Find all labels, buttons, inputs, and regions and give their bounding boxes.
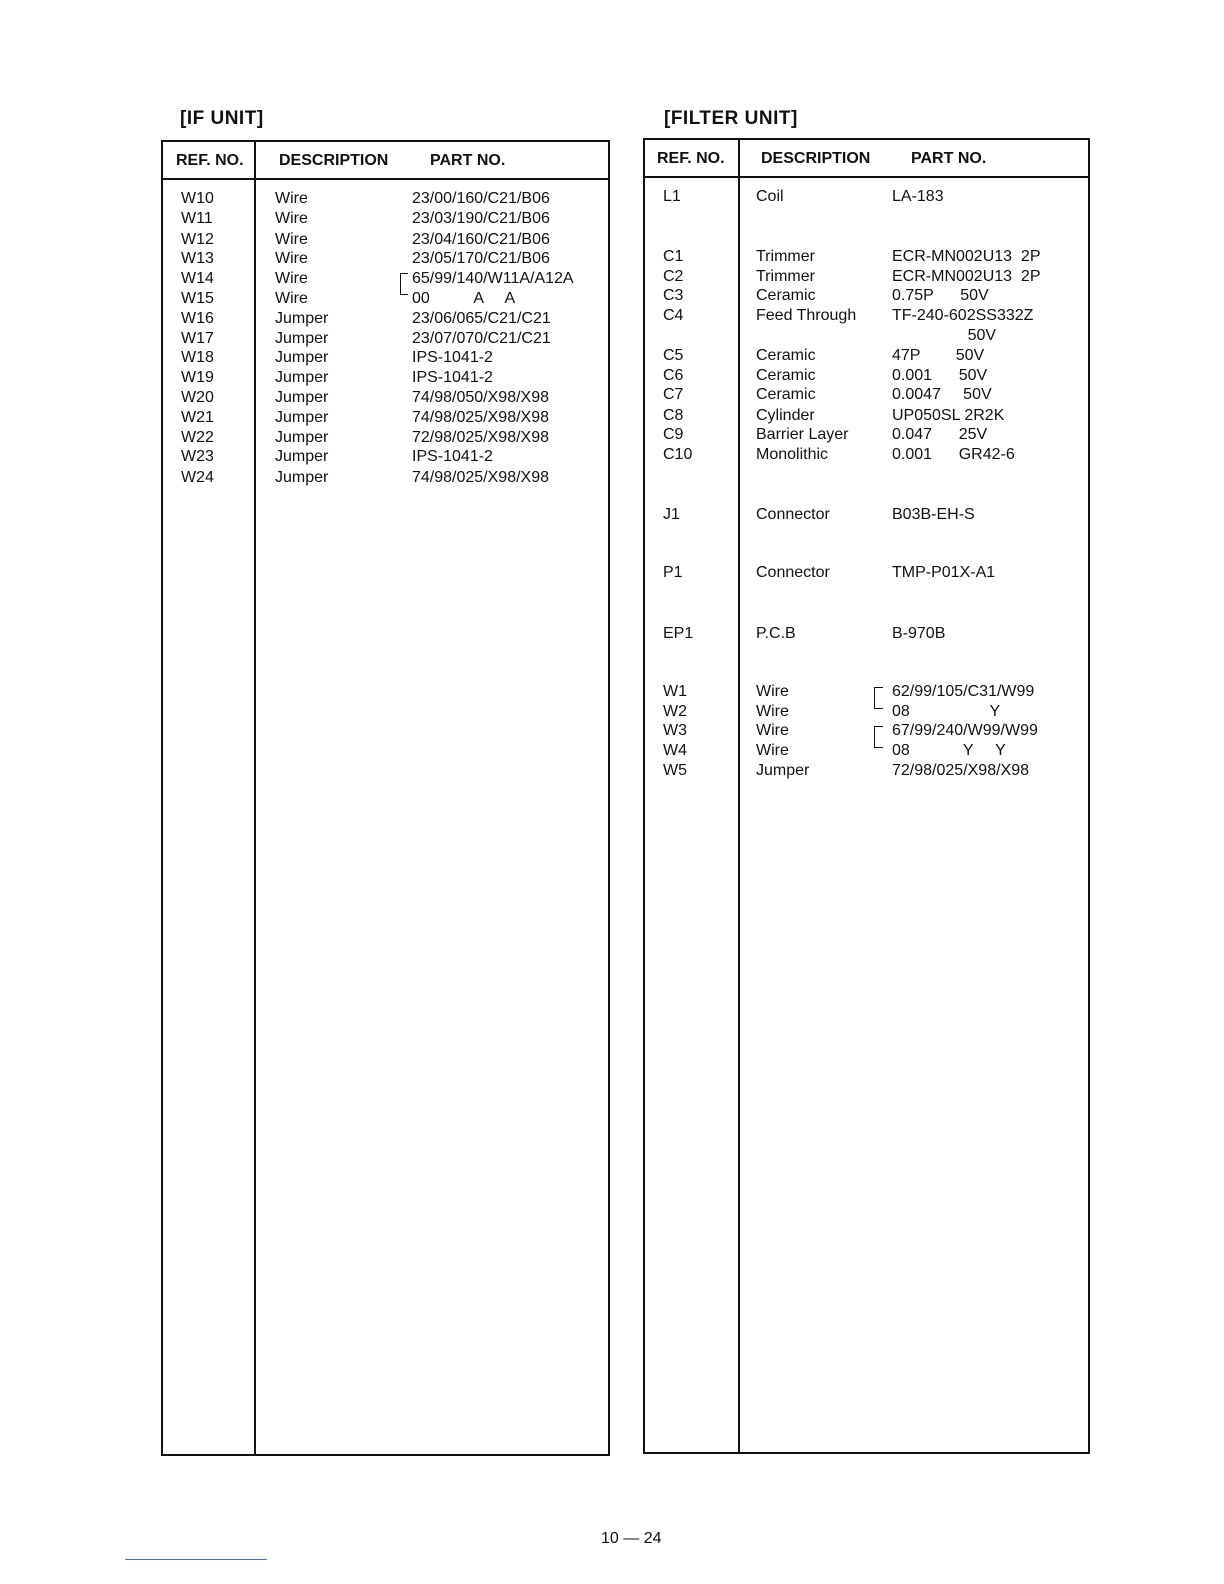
- if-table-row: [163, 310, 608, 330]
- filter-table-row: [645, 287, 1088, 307]
- if-unit-table-header: [163, 142, 608, 180]
- filter-table-row: [645, 367, 1088, 387]
- if-unit-title: [IF UNIT]: [180, 108, 264, 129]
- filter-cell-part: ECR-MN002U13 2P: [892, 248, 1041, 265]
- if-cell-ref: W17: [181, 330, 214, 347]
- filter-cell-desc: Ceramic: [756, 386, 816, 403]
- if-cell-ref: W10: [181, 190, 214, 207]
- filter-unit-table-header: [645, 140, 1088, 178]
- filter-cell-desc: Connector: [756, 506, 830, 523]
- if-cell-part: IPS-1041-2: [412, 369, 493, 386]
- if-cell-part: 72/98/025/X98/X98: [412, 429, 550, 446]
- filter-table-row: [645, 248, 1088, 268]
- if-table-row: [163, 330, 608, 350]
- if-header-ref: REF. NO.: [176, 152, 244, 169]
- if-cell-desc: Wire: [275, 190, 308, 207]
- filter-table-row: [645, 722, 1088, 742]
- if-table-row: [163, 270, 608, 290]
- if-cell-desc: Jumper: [275, 469, 329, 486]
- filter-unit-table: [643, 138, 1090, 1454]
- if-cell-ref: W24: [181, 469, 214, 486]
- filter-cell-desc: Monolithic: [756, 446, 829, 463]
- filter-cell-part: 72/98/025/X98/X98: [892, 762, 1030, 779]
- if-cell-part: 74/98/025/X98/X98: [412, 469, 550, 486]
- filter-cell-desc: Wire: [756, 703, 789, 720]
- filter-cell-part: 0.047 25V: [892, 426, 988, 443]
- filter-cell-part: 08 Y Y: [892, 742, 1006, 759]
- filter-cell-part: 50V: [892, 327, 997, 344]
- filter-cell-ref: EP1: [663, 625, 694, 642]
- filter-table-row: [645, 564, 1088, 584]
- if-cell-desc: Jumper: [275, 409, 329, 426]
- filter-header-part: PART NO.: [911, 150, 987, 167]
- filter-cell-ref: C10: [663, 446, 693, 463]
- filter-cell-desc: Trimmer: [756, 248, 815, 265]
- filter-unit-title: [FILTER UNIT]: [664, 108, 798, 129]
- if-cell-ref: W14: [181, 270, 214, 287]
- filter-cell-desc: Ceramic: [756, 347, 816, 364]
- filter-cell-ref: W2: [663, 703, 687, 720]
- filter-cell-ref: C3: [663, 287, 684, 304]
- filter-cell-part: 67/99/240/W99/W99: [892, 722, 1038, 739]
- if-cell-desc: Jumper: [275, 310, 329, 327]
- if-cell-part: 00 A A: [412, 290, 516, 307]
- if-cell-desc: Wire: [275, 231, 308, 248]
- link-underline: [125, 1559, 267, 1560]
- if-cell-part: 23/07/070/C21/C21: [412, 330, 551, 347]
- if-cell-desc: Jumper: [275, 349, 329, 366]
- if-table-row: [163, 409, 608, 429]
- filter-cell-ref: W4: [663, 742, 687, 759]
- filter-cell-ref: C8: [663, 407, 684, 424]
- if-cell-ref: W18: [181, 349, 214, 366]
- filter-cell-part: 08 Y: [892, 703, 1001, 720]
- filter-cell-desc: Trimmer: [756, 268, 815, 285]
- if-cell-ref: W15: [181, 290, 214, 307]
- filter-cell-part: 0.001 50V: [892, 367, 988, 384]
- if-cell-part: IPS-1041-2: [412, 448, 493, 465]
- if-table-row: [163, 210, 608, 230]
- filter-cell-desc: Wire: [756, 722, 789, 739]
- if-cell-ref: W22: [181, 429, 214, 446]
- if-cell-desc: Jumper: [275, 448, 329, 465]
- filter-table-row: [645, 742, 1088, 762]
- if-cell-ref: W13: [181, 250, 214, 267]
- if-header-part: PART NO.: [430, 152, 506, 169]
- filter-table-row: [645, 506, 1088, 526]
- if-table-row: [163, 429, 608, 449]
- if-cell-ref: W23: [181, 448, 214, 465]
- filter-cell-ref: W5: [663, 762, 687, 779]
- filter-cell-part: 0.0047 50V: [892, 386, 992, 403]
- if-cell-ref: W16: [181, 310, 214, 327]
- if-cell-desc: Wire: [275, 210, 308, 227]
- if-table-row: [163, 250, 608, 270]
- filter-cell-ref: L1: [663, 188, 681, 205]
- if-cell-ref: W20: [181, 389, 214, 406]
- filter-cell-ref: C9: [663, 426, 684, 443]
- filter-cell-ref: C6: [663, 367, 684, 384]
- if-cell-part: IPS-1041-2: [412, 349, 493, 366]
- if-cell-part: 74/98/025/X98/X98: [412, 409, 550, 426]
- if-cell-part: 23/03/190/C21/B06: [412, 210, 550, 227]
- if-table-row: [163, 349, 608, 369]
- filter-cell-part: 62/99/105/C31/W99: [892, 683, 1035, 700]
- filter-cell-ref: C7: [663, 386, 684, 403]
- if-table-row: [163, 190, 608, 210]
- filter-table-row: [645, 683, 1088, 703]
- filter-table-row: [645, 307, 1088, 327]
- filter-table-row: [645, 188, 1088, 208]
- filter-cell-part: B03B-EH-S: [892, 506, 975, 523]
- if-table-row: [163, 389, 608, 409]
- filter-cell-ref: C2: [663, 268, 684, 285]
- filter-cell-ref: C1: [663, 248, 684, 265]
- if-unit-table: [161, 140, 610, 1456]
- if-cell-desc: Wire: [275, 250, 308, 267]
- if-cell-part: 23/05/170/C21/B06: [412, 250, 550, 267]
- filter-cell-desc: Connector: [756, 564, 830, 581]
- if-cell-part: 23/04/160/C21/B06: [412, 231, 550, 248]
- if-cell-desc: Jumper: [275, 330, 329, 347]
- filter-cell-desc: Cylinder: [756, 407, 815, 424]
- filter-header-ref: REF. NO.: [657, 150, 725, 167]
- page-number: 10 — 24: [601, 1530, 662, 1547]
- if-cell-ref: W11: [181, 210, 213, 227]
- filter-table-row: [645, 407, 1088, 427]
- filter-cell-part: TF-240-602SS332Z: [892, 307, 1034, 324]
- if-cell-part: 65/99/140/W11A/A12A: [412, 270, 574, 287]
- if-cell-desc: Wire: [275, 270, 308, 287]
- if-table-row: [163, 231, 608, 251]
- if-table-row: [163, 290, 608, 310]
- filter-cell-ref: W1: [663, 683, 687, 700]
- filter-cell-ref: C4: [663, 307, 684, 324]
- filter-cell-part: 47P 50V: [892, 347, 985, 364]
- filter-cell-ref: W3: [663, 722, 687, 739]
- filter-cell-desc: Ceramic: [756, 287, 816, 304]
- if-cell-desc: Jumper: [275, 369, 329, 386]
- if-header-desc: DESCRIPTION: [279, 152, 389, 169]
- filter-cell-part: LA-183: [892, 188, 944, 205]
- if-cell-desc: Jumper: [275, 429, 329, 446]
- filter-cell-part: 0.001 GR42-6: [892, 446, 1015, 463]
- if-cell-ref: W12: [181, 231, 214, 248]
- filter-cell-desc: Wire: [756, 742, 789, 759]
- filter-cell-ref: P1: [663, 564, 683, 581]
- filter-table-row: [645, 327, 1088, 347]
- if-table-row: [163, 369, 608, 389]
- filter-table-row: [645, 703, 1088, 723]
- filter-cell-desc: P.C.B: [756, 625, 796, 642]
- if-cell-ref: W19: [181, 369, 214, 386]
- if-table-row: [163, 448, 608, 468]
- filter-cell-ref: J1: [663, 506, 680, 523]
- filter-table-row: [645, 426, 1088, 446]
- filter-cell-desc: Wire: [756, 683, 789, 700]
- if-cell-desc: Wire: [275, 290, 308, 307]
- if-cell-part: 23/00/160/C21/B06: [412, 190, 550, 207]
- if-cell-ref: W21: [181, 409, 214, 426]
- filter-table-row: [645, 268, 1088, 288]
- filter-cell-desc: Feed Through: [756, 307, 857, 324]
- if-cell-desc: Jumper: [275, 389, 329, 406]
- filter-cell-part: ECR-MN002U13 2P: [892, 268, 1041, 285]
- filter-cell-part: 0.75P 50V: [892, 287, 989, 304]
- filter-cell-part: TMP-P01X-A1: [892, 564, 996, 581]
- filter-table-row: [645, 347, 1088, 367]
- filter-table-row: [645, 762, 1088, 782]
- filter-cell-desc: Coil: [756, 188, 784, 205]
- filter-cell-desc: Ceramic: [756, 367, 816, 384]
- if-table-row: [163, 469, 608, 489]
- filter-header-desc: DESCRIPTION: [761, 150, 871, 167]
- filter-table-row: [645, 386, 1088, 406]
- filter-cell-ref: C5: [663, 347, 684, 364]
- filter-cell-part: UP050SL 2R2K: [892, 407, 1005, 424]
- if-cell-part: 74/98/050/X98/X98: [412, 389, 550, 406]
- filter-cell-part: B-970B: [892, 625, 946, 642]
- filter-table-row: [645, 625, 1088, 645]
- if-cell-part: 23/06/065/C21/C21: [412, 310, 551, 327]
- filter-cell-desc: Barrier Layer: [756, 426, 849, 443]
- filter-cell-desc: Jumper: [756, 762, 810, 779]
- filter-table-row: [645, 446, 1088, 466]
